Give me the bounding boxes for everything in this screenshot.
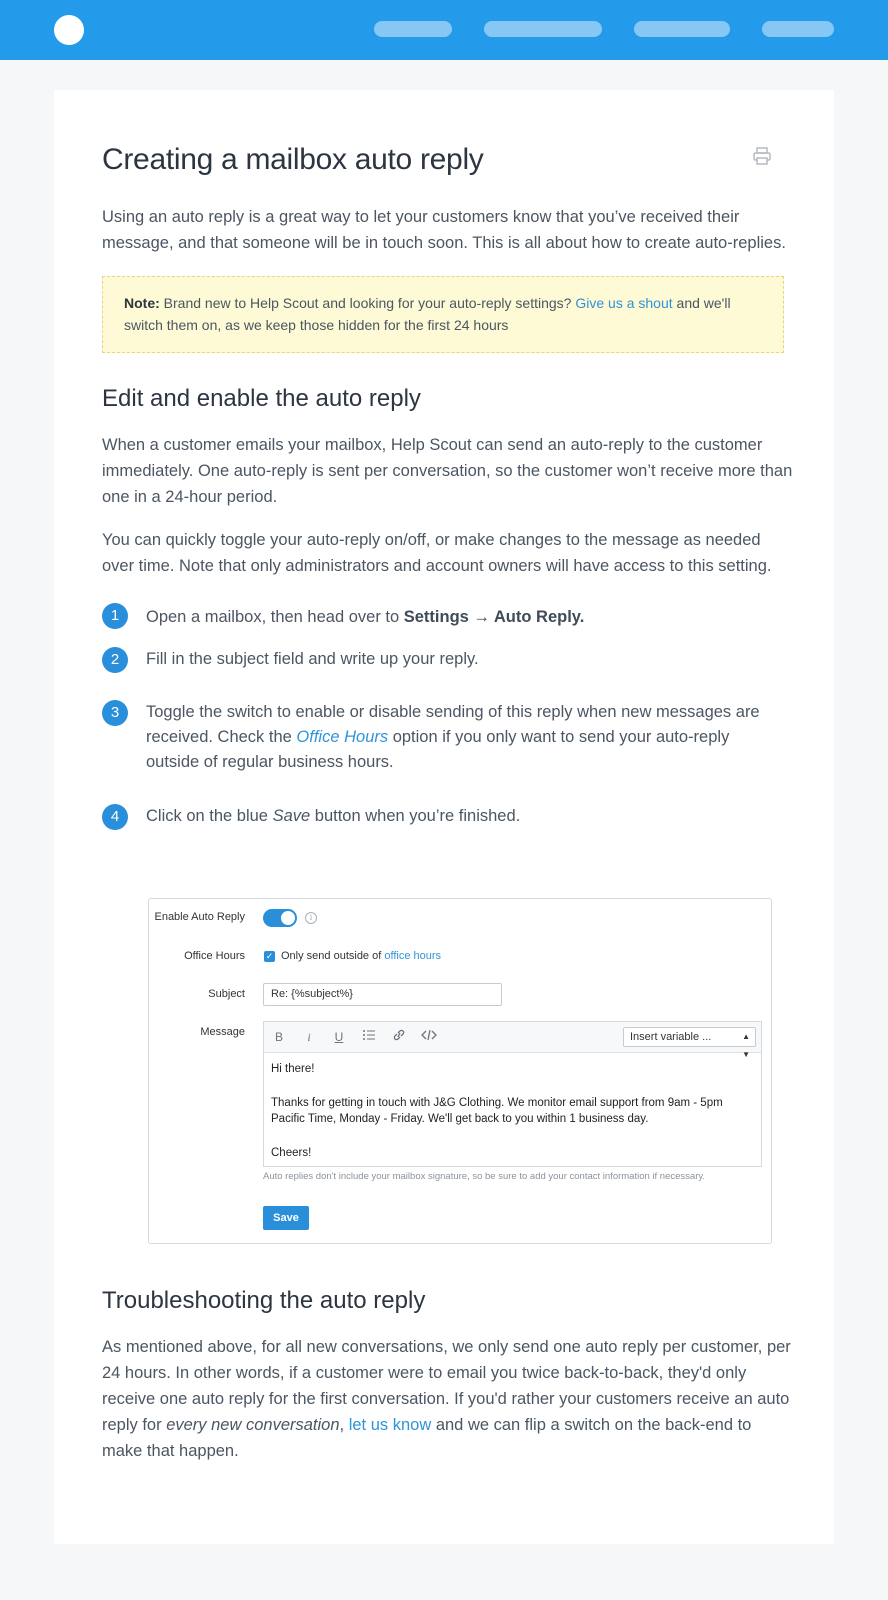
auto-reply-settings-screenshot [148, 898, 772, 1244]
note-text-before: Brand new to Help Scout and looking for your auto-reply settings? [159, 295, 576, 311]
give-us-a-shout-link[interactable]: Give us a shout [575, 295, 673, 311]
step-text: Click on the blue Save button when you’re finished. [146, 807, 521, 825]
select-arrows-icon: ▲ ▼ [742, 1032, 750, 1059]
step-number: 2 [102, 647, 128, 673]
step-number: 4 [102, 804, 128, 830]
step-text: Open a mailbox, then head over to Settings → Auto Reply. [146, 608, 585, 626]
nav-item-4[interactable] [762, 21, 834, 37]
let-us-know-link[interactable]: let us know [348, 1416, 432, 1434]
office-hours-settings-link[interactable]: office hours [384, 950, 442, 962]
note-callout [102, 276, 784, 353]
link-icon[interactable] [390, 1029, 408, 1045]
message-body[interactable] [264, 1053, 761, 1170]
enable-auto-reply-toggle[interactable] [263, 909, 297, 927]
message-line: Hi there! [271, 1063, 315, 1075]
section-heading-edit: Edit and enable the auto reply [102, 385, 421, 412]
nav-item-1[interactable] [374, 21, 452, 37]
list-icon[interactable] [360, 1029, 378, 1045]
editor-toolbar [264, 1022, 761, 1059]
enable-auto-reply-label: Enable Auto Reply [154, 911, 245, 923]
code-icon[interactable] [420, 1029, 438, 1045]
nav-item-2[interactable] [484, 21, 602, 37]
message-line: Thanks for getting in touch with J&G Clothing. We monitor email support from 9am - 5pm Pacific Time, Monday - Friday. We'll get back to you within 1 business day. [271, 1096, 723, 1126]
troubleshooting-paragraph: As mentioned above, for all new conversations, we only send one auto reply per customer, per 24 hours. In other words, if a customer were to email you twice back-to-back, they'd only receive one auto reply for the first conversation. If you'd rather your customers receive an auto reply for every new conversation, let us know and we can flip a switch on the back-end to make that happen. [102, 1338, 791, 1460]
section1-paragraph-1: When a customer emails your mailbox, Help Scout can send an auto-reply to the customer immediately. One auto-reply is sent per conversation, so the customer won’t receive more than one in a 24-hour period. [102, 436, 793, 506]
info-icon[interactable]: i [305, 912, 317, 924]
underline-icon[interactable]: U [334, 1030, 344, 1044]
printer-icon[interactable] [752, 146, 772, 166]
office-hours-link[interactable]: Office Hours [296, 728, 389, 746]
intro-paragraph: Using an auto reply is a great way to let your customers know that you’ve received their message, and that someone will be in touch soon. This is all about how to create auto-replies. [102, 208, 786, 252]
office-hours-checkbox[interactable]: ✓ [265, 951, 274, 961]
step-text: Fill in the subject field and write up your reply. [146, 650, 479, 668]
signature-hint: Auto replies don't include your mailbox signature, so be sure to add your contact information if necessary. [263, 1171, 706, 1182]
italic-icon[interactable]: i [307, 1030, 311, 1044]
subject-label: Subject [208, 988, 245, 1000]
office-hours-option-text: Only send outside of office hours [281, 950, 442, 962]
section-heading-troubleshooting: Troubleshooting the auto reply [102, 1287, 426, 1314]
subject-input[interactable]: Re: {%subject%} [263, 983, 502, 1006]
step-text: Toggle the switch to enable or disable sending of this reply when new messages are received. Check the Office Hours option if you only want to send your auto-reply outside of regular business hours. [146, 703, 760, 771]
save-button[interactable]: Save [263, 1206, 309, 1230]
step-number: 1 [102, 603, 128, 629]
message-editor[interactable] [263, 1021, 762, 1167]
step-number: 3 [102, 700, 128, 726]
page-title: Creating a mailbox auto reply [102, 143, 484, 176]
note-text-after: and we'll switch them on, as we keep those hidden for the first 24 hours [124, 295, 731, 333]
top-nav-bar [0, 0, 888, 60]
nav-item-3[interactable] [634, 21, 730, 37]
article-card [54, 90, 834, 1544]
logo[interactable] [54, 15, 84, 45]
section1-paragraph-2: You can quickly toggle your auto-reply on/off, or make changes to the message as needed over time. Note that only administrators and account owners will have access to this setting. [102, 531, 772, 575]
bold-icon[interactable]: B [274, 1030, 283, 1044]
office-hours-label: Office Hours [184, 950, 245, 962]
message-label: Message [200, 1026, 245, 1038]
insert-variable-select[interactable]: Insert variable ... ▲ ▼ [623, 1027, 756, 1047]
message-line: Cheers! [271, 1146, 312, 1159]
note-label: Note: [124, 295, 160, 311]
